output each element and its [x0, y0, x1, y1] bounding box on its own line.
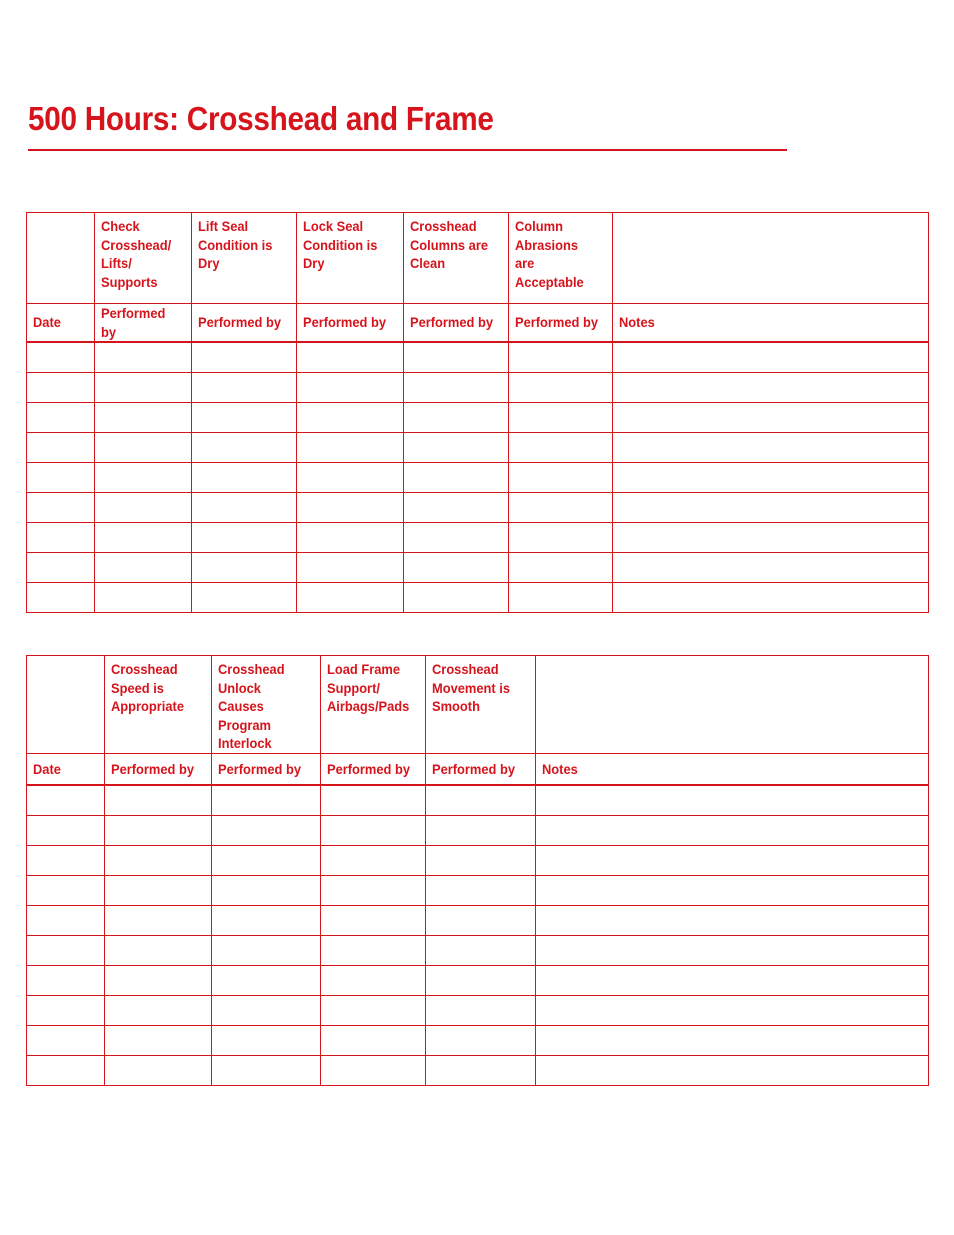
performed-by-entry-cell[interactable]: [321, 1025, 426, 1055]
blank-header-cell: [536, 656, 929, 754]
performed-by-entry-cell[interactable]: [404, 433, 509, 463]
check-header-row: [27, 213, 929, 304]
check-header-cell: Crosshead Unlock Causes Program Interlock: [212, 656, 321, 754]
date-entry-cell[interactable]: [27, 815, 105, 845]
column-header-row: [27, 304, 929, 343]
title-underline: [28, 149, 787, 151]
performed-by-entry-cell[interactable]: [426, 1055, 536, 1085]
performed-by-entry-cell[interactable]: [212, 815, 321, 845]
check-header-cell: Lift Seal Condition is Dry: [192, 213, 297, 304]
performed-by-entry-cell[interactable]: [426, 845, 536, 875]
performed-by-entry-cell[interactable]: [192, 583, 297, 613]
performed-by-entry-cell[interactable]: [95, 403, 192, 433]
performed-by-entry-cell[interactable]: [426, 1025, 536, 1055]
performed-by-entry-cell[interactable]: [105, 965, 212, 995]
performed-by-entry-cell[interactable]: [95, 373, 192, 403]
performed-by-entry-cell[interactable]: [321, 875, 426, 905]
performed-by-entry-cell[interactable]: [426, 935, 536, 965]
performed-by-entry-cell[interactable]: [95, 342, 192, 373]
performed-by-entry-cell[interactable]: [297, 493, 404, 523]
date-entry-cell[interactable]: [27, 995, 105, 1025]
date-entry-cell[interactable]: [27, 583, 95, 613]
date-entry-cell[interactable]: [27, 905, 105, 935]
performed-by-header: Performed by: [95, 304, 192, 343]
check-header-cell: Lock Seal Condition is Dry: [297, 213, 404, 304]
performed-by-entry-cell[interactable]: [509, 463, 613, 493]
performed-by-entry-cell[interactable]: [105, 1055, 212, 1085]
check-header-cell: Column Abrasions are Acceptable: [509, 213, 613, 304]
performed-by-entry-cell[interactable]: [192, 373, 297, 403]
performed-by-entry-cell[interactable]: [509, 583, 613, 613]
performed-by-entry-cell[interactable]: [426, 995, 536, 1025]
performed-by-entry-cell[interactable]: [105, 845, 212, 875]
date-header: Date: [27, 304, 95, 343]
date-entry-cell[interactable]: [27, 1055, 105, 1085]
date-entry-cell[interactable]: [27, 463, 95, 493]
performed-by-entry-cell[interactable]: [297, 403, 404, 433]
performed-by-entry-cell[interactable]: [95, 433, 192, 463]
log-entry-row: [27, 403, 929, 433]
blank-header-cell: [613, 213, 929, 304]
performed-by-header: Performed by: [105, 753, 212, 785]
performed-by-entry-cell[interactable]: [297, 373, 404, 403]
date-entry-cell[interactable]: [27, 785, 105, 816]
log-entry-row: [27, 1055, 929, 1085]
performed-by-entry-cell[interactable]: [105, 875, 212, 905]
performed-by-header: Performed by: [212, 753, 321, 785]
performed-by-entry-cell[interactable]: [212, 1025, 321, 1055]
date-entry-cell[interactable]: [27, 935, 105, 965]
performed-by-entry-cell[interactable]: [404, 403, 509, 433]
notes-entry-cell[interactable]: [536, 905, 929, 935]
performed-by-entry-cell[interactable]: [509, 553, 613, 583]
performed-by-header: Performed by: [426, 753, 536, 785]
performed-by-entry-cell[interactable]: [105, 815, 212, 845]
performed-by-entry-cell[interactable]: [192, 553, 297, 583]
log-entry-row: [27, 463, 929, 493]
log-entry-row: [27, 935, 929, 965]
log-entry-row: [27, 785, 929, 816]
log-entry-row: [27, 583, 929, 613]
performed-by-entry-cell[interactable]: [297, 553, 404, 583]
date-header: Date: [27, 753, 105, 785]
performed-by-entry-cell[interactable]: [321, 935, 426, 965]
performed-by-entry-cell[interactable]: [192, 493, 297, 523]
performed-by-entry-cell[interactable]: [426, 905, 536, 935]
performed-by-entry-cell[interactable]: [105, 995, 212, 1025]
performed-by-entry-cell[interactable]: [426, 965, 536, 995]
date-entry-cell[interactable]: [27, 373, 95, 403]
log-entry-row: [27, 1025, 929, 1055]
performed-by-entry-cell[interactable]: [404, 373, 509, 403]
performed-by-entry-cell[interactable]: [212, 875, 321, 905]
performed-by-entry-cell[interactable]: [297, 523, 404, 553]
log-entry-row: [27, 875, 929, 905]
notes-entry-cell[interactable]: [613, 583, 929, 613]
notes-entry-cell[interactable]: [613, 553, 929, 583]
performed-by-entry-cell[interactable]: [297, 342, 404, 373]
performed-by-entry-cell[interactable]: [297, 583, 404, 613]
performed-by-entry-cell[interactable]: [321, 1055, 426, 1085]
date-entry-cell[interactable]: [27, 875, 105, 905]
performed-by-entry-cell[interactable]: [192, 463, 297, 493]
date-entry-cell[interactable]: [27, 342, 95, 373]
performed-by-entry-cell[interactable]: [321, 815, 426, 845]
performed-by-entry-cell[interactable]: [321, 905, 426, 935]
performed-by-entry-cell[interactable]: [297, 433, 404, 463]
performed-by-entry-cell[interactable]: [426, 875, 536, 905]
performed-by-entry-cell[interactable]: [95, 463, 192, 493]
notes-entry-cell[interactable]: [613, 373, 929, 403]
performed-by-entry-cell[interactable]: [321, 845, 426, 875]
performed-by-entry-cell[interactable]: [404, 523, 509, 553]
check-header-cell: Crosshead Speed is Appropriate: [105, 656, 212, 754]
performed-by-entry-cell[interactable]: [212, 935, 321, 965]
notes-entry-cell[interactable]: [536, 965, 929, 995]
performed-by-entry-cell[interactable]: [105, 1025, 212, 1055]
notes-entry-cell[interactable]: [536, 995, 929, 1025]
log-entry-row: [27, 845, 929, 875]
performed-by-entry-cell[interactable]: [95, 493, 192, 523]
blank-header-cell: [27, 213, 95, 304]
performed-by-entry-cell[interactable]: [192, 403, 297, 433]
check-header-cell: Crosshead Movement is Smooth: [426, 656, 536, 754]
performed-by-entry-cell[interactable]: [212, 845, 321, 875]
performed-by-entry-cell[interactable]: [297, 463, 404, 493]
column-header-row: [27, 753, 929, 785]
check-header-cell: Load Frame Support/ Airbags/Pads: [321, 656, 426, 754]
performed-by-entry-cell[interactable]: [509, 493, 613, 523]
performed-by-entry-cell[interactable]: [404, 463, 509, 493]
date-entry-cell[interactable]: [27, 433, 95, 463]
notes-entry-cell[interactable]: [613, 433, 929, 463]
log-entry-row: [27, 523, 929, 553]
performed-by-header: Performed by: [509, 304, 613, 343]
performed-by-entry-cell[interactable]: [95, 583, 192, 613]
date-entry-cell[interactable]: [27, 523, 95, 553]
performed-by-entry-cell[interactable]: [509, 373, 613, 403]
performed-by-entry-cell[interactable]: [192, 342, 297, 373]
date-entry-cell[interactable]: [27, 965, 105, 995]
performed-by-entry-cell[interactable]: [509, 403, 613, 433]
notes-entry-cell[interactable]: [536, 845, 929, 875]
maintenance-log-table-2: [26, 655, 929, 1086]
date-entry-cell[interactable]: [27, 845, 105, 875]
performed-by-entry-cell[interactable]: [426, 785, 536, 816]
log-entry-row: [27, 965, 929, 995]
date-entry-cell[interactable]: [27, 493, 95, 523]
page-title: 500 Hours: Crosshead and Frame: [28, 100, 494, 137]
performed-by-entry-cell[interactable]: [212, 995, 321, 1025]
log-entry-row: [27, 995, 929, 1025]
date-entry-cell[interactable]: [27, 403, 95, 433]
performed-by-entry-cell[interactable]: [404, 342, 509, 373]
blank-header-cell: [27, 656, 105, 754]
log-entry-row: [27, 905, 929, 935]
notes-entry-cell[interactable]: [536, 785, 929, 816]
notes-entry-cell[interactable]: [613, 403, 929, 433]
notes-entry-cell[interactable]: [536, 815, 929, 845]
performed-by-header: Performed by: [404, 304, 509, 343]
performed-by-entry-cell[interactable]: [95, 523, 192, 553]
performed-by-entry-cell[interactable]: [105, 935, 212, 965]
date-entry-cell[interactable]: [27, 1025, 105, 1055]
performed-by-entry-cell[interactable]: [212, 1055, 321, 1085]
performed-by-entry-cell[interactable]: [404, 553, 509, 583]
performed-by-entry-cell[interactable]: [212, 905, 321, 935]
performed-by-entry-cell[interactable]: [509, 342, 613, 373]
performed-by-header: Performed by: [297, 304, 404, 343]
log-entry-row: [27, 553, 929, 583]
notes-entry-cell[interactable]: [613, 342, 929, 373]
performed-by-entry-cell[interactable]: [192, 523, 297, 553]
performed-by-entry-cell[interactable]: [321, 995, 426, 1025]
log-entry-row: [27, 342, 929, 373]
notes-header: Notes: [613, 304, 929, 343]
notes-header: Notes: [536, 753, 929, 785]
notes-entry-cell[interactable]: [536, 875, 929, 905]
notes-entry-cell[interactable]: [613, 523, 929, 553]
maintenance-log-table-1: [26, 212, 929, 613]
notes-entry-cell[interactable]: [613, 493, 929, 523]
performed-by-entry-cell[interactable]: [192, 433, 297, 463]
date-entry-cell[interactable]: [27, 553, 95, 583]
performed-by-entry-cell[interactable]: [212, 965, 321, 995]
performed-by-entry-cell[interactable]: [509, 523, 613, 553]
check-header-cell: Crosshead Columns are Clean: [404, 213, 509, 304]
performed-by-entry-cell[interactable]: [105, 905, 212, 935]
performed-by-entry-cell[interactable]: [105, 785, 212, 816]
performed-by-entry-cell[interactable]: [321, 965, 426, 995]
performed-by-entry-cell[interactable]: [321, 785, 426, 816]
performed-by-entry-cell[interactable]: [509, 433, 613, 463]
log-entry-row: [27, 433, 929, 463]
performed-by-entry-cell[interactable]: [404, 583, 509, 613]
performed-by-entry-cell[interactable]: [404, 493, 509, 523]
performed-by-header: Performed by: [192, 304, 297, 343]
check-header-cell: Check Crosshead/ Lifts/ Supports: [95, 213, 192, 304]
performed-by-entry-cell[interactable]: [426, 815, 536, 845]
log-entry-row: [27, 815, 929, 845]
notes-entry-cell[interactable]: [536, 935, 929, 965]
performed-by-entry-cell[interactable]: [95, 553, 192, 583]
notes-entry-cell[interactable]: [613, 463, 929, 493]
log-entry-row: [27, 493, 929, 523]
performed-by-header: Performed by: [321, 753, 426, 785]
performed-by-entry-cell[interactable]: [212, 785, 321, 816]
log-entry-row: [27, 373, 929, 403]
notes-entry-cell[interactable]: [536, 1055, 929, 1085]
check-header-row: [27, 656, 929, 754]
notes-entry-cell[interactable]: [536, 1025, 929, 1055]
